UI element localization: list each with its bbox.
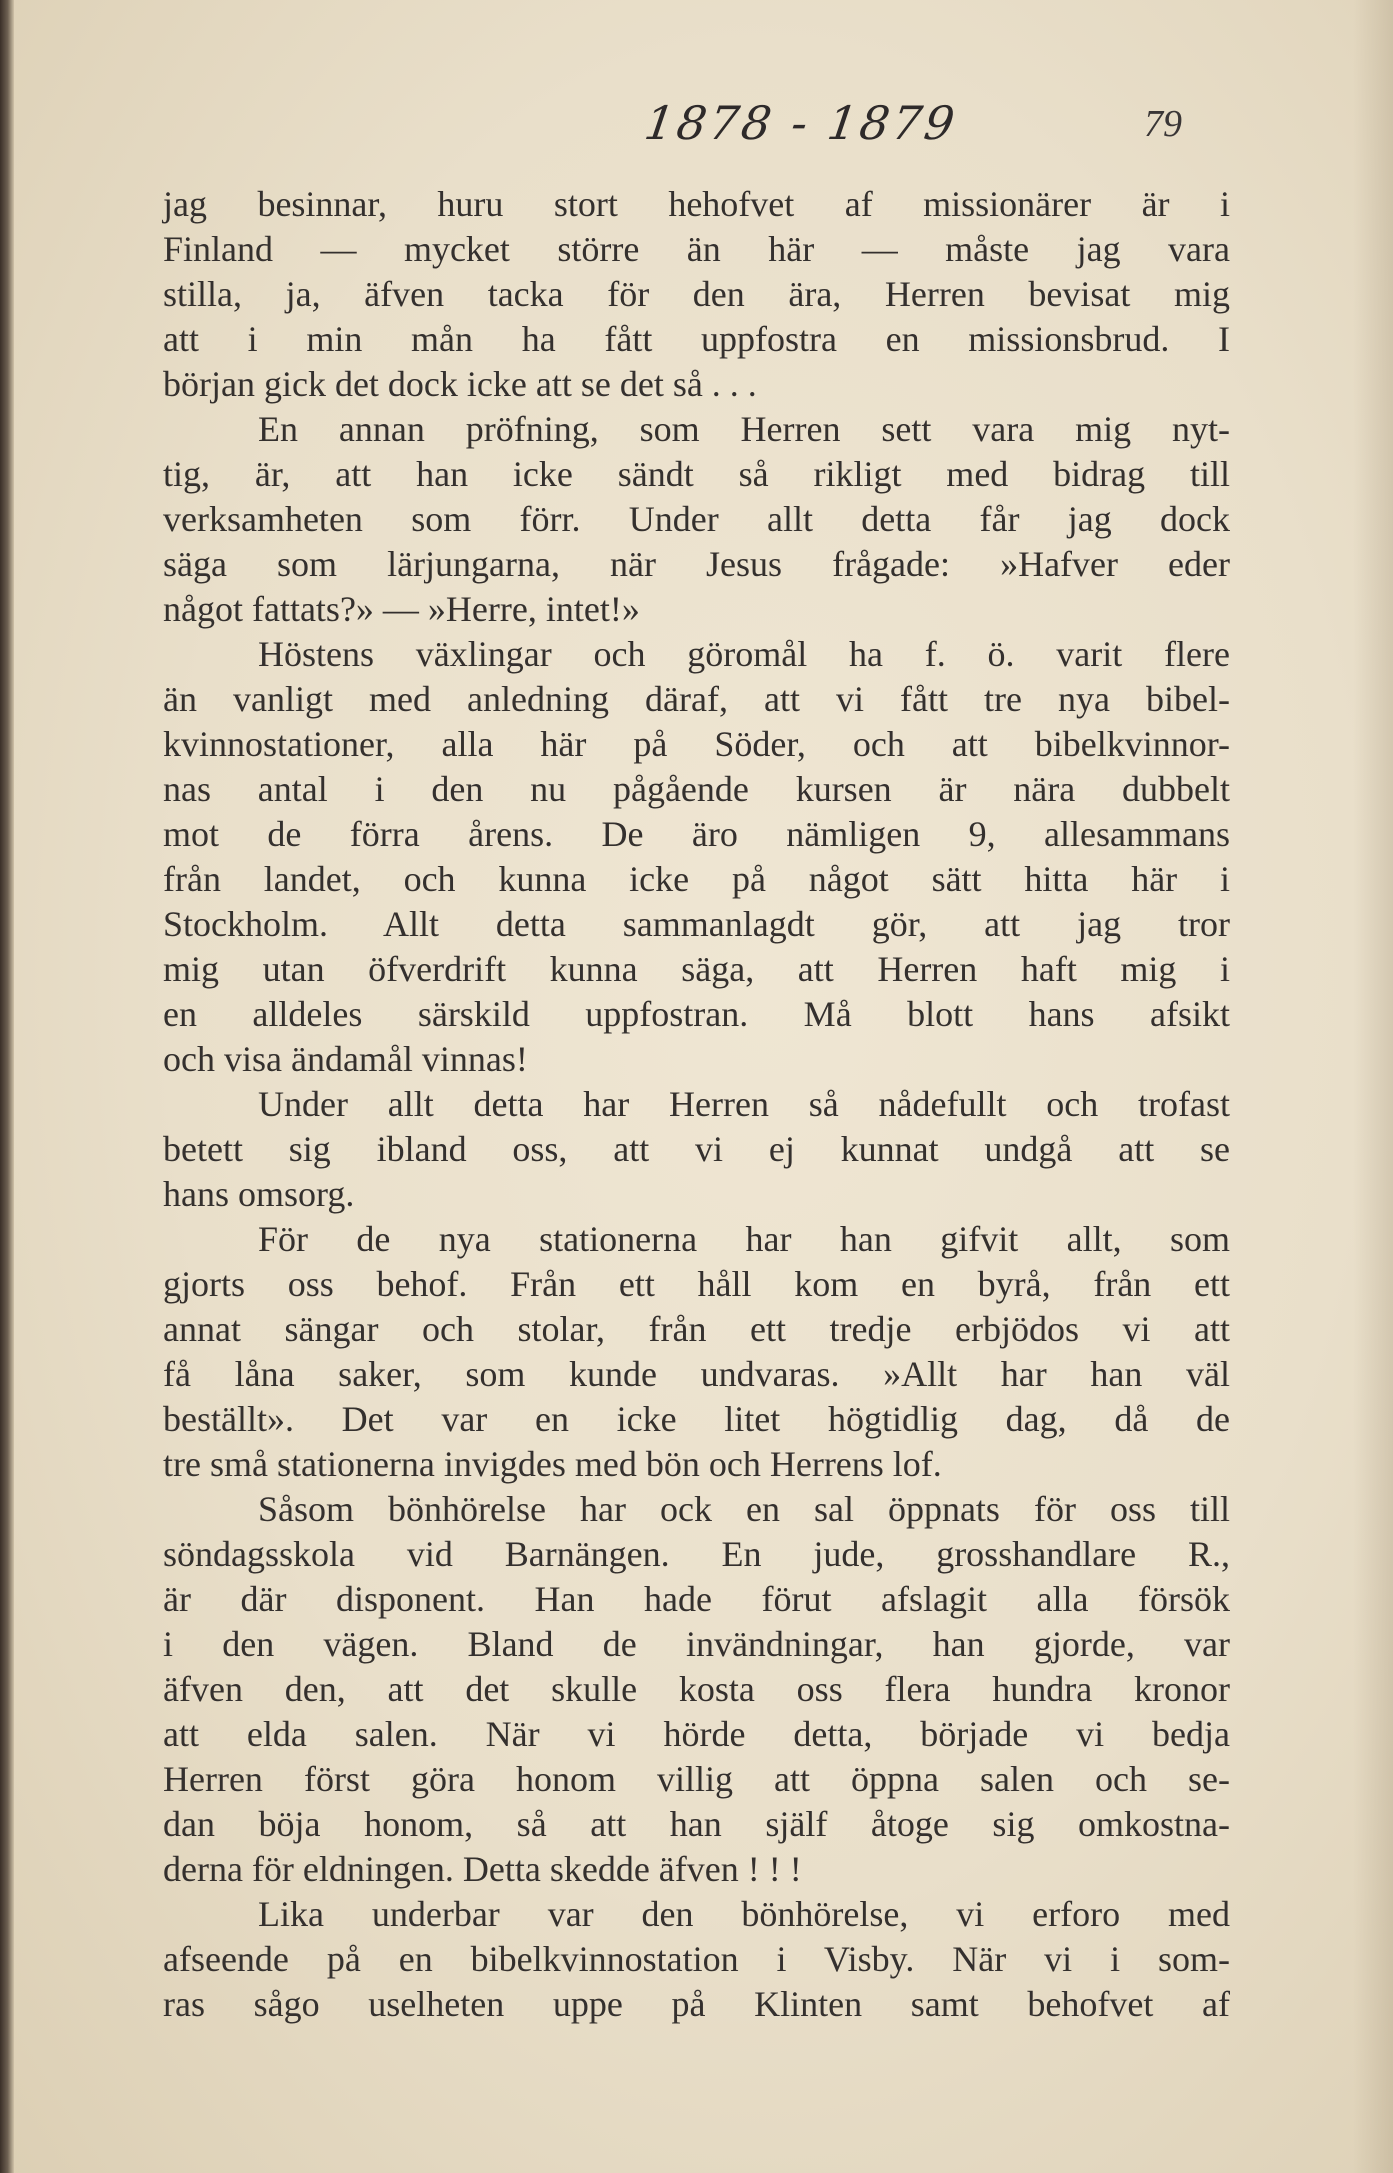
text-line: kvinnostationer, alla här på Söder, och att bibelkvinnor- [163,724,1230,764]
text-line: något fattats?» — »Herre, intet!» [163,589,640,629]
text-line: äfven den, att det skulle kosta oss flera hundra kronor [163,1669,1230,1709]
text-line: en alldeles särskild uppfostran. Må blott hans afsikt [163,994,1230,1034]
paragraph-start-line: Lika underbar var den bönhörelse, vi erforo med [258,1894,1230,1934]
text-line: mig utan öfverdrift kunna säga, att Herren haft mig i [163,949,1230,989]
page-edge-shadow [1353,0,1393,2173]
page-header [163,96,1230,166]
text-line: betett sig ibland oss, att vi ej kunnat undgå att se [163,1129,1230,1169]
paragraph-start-line: Under allt detta har Herren så nådefullt och trofast [258,1084,1230,1124]
text-line: i den vägen. Bland de invändningar, han gjorde, var [163,1624,1230,1664]
text-line: mot de förra årens. De äro nämligen 9, allesammans [163,814,1230,854]
paragraph-start-line: För de nya stationerna har han gifvit allt, som [258,1219,1230,1259]
text-line: derna för eldningen. Detta skedde äfven ! ! ! [163,1849,802,1889]
text-line: och visa ändamål vinnas! [163,1039,528,1079]
text-line: från landet, och kunna icke på något sätt hitta här i [163,859,1230,899]
text-line: stilla, ja, äfven tacka för den ära, Herren bevisat mig [163,274,1230,314]
text-line: början gick det dock icke att se det så . . . [163,364,757,404]
text-line: att i min mån ha fått uppfostra en missionsbrud. I [163,319,1230,359]
text-line: tig, är, att han icke sändt så rikligt med bidrag till [163,454,1230,494]
paragraph-start-line: Höstens växlingar och göromål ha f. ö. varit flere [258,634,1230,674]
text-line: gjorts oss behof. Från ett håll kom en byrå, från ett [163,1264,1230,1304]
text-line: att elda salen. När vi hörde detta, började vi bedja [163,1714,1230,1754]
text-line: jag besinnar, huru stort hehofvet af missionärer är i [163,184,1230,224]
text-line: är där disponent. Han hade förut afslagit alla försök [163,1579,1230,1619]
text-line: ras sågo uselheten uppe på Klinten samt behofvet af [163,1984,1230,2024]
book-binding-edge [0,0,14,2173]
text-line: än vanligt med anledning däraf, att vi fått tre nya bibel- [163,679,1230,719]
text-line: afseende på en bibelkvinnostation i Visby. När vi i som- [163,1939,1230,1979]
paragraph-start-line: En annan pröfning, som Herren sett vara mig nyt- [258,409,1230,449]
text-line: hans omsorg. [163,1174,355,1214]
text-line: beställt». Det var en icke litet högtidlig dag, då de [163,1399,1230,1439]
text-line: Stockholm. Allt detta sammanlagdt gör, att jag tror [163,904,1230,944]
page-number: 79 [1144,103,1182,145]
text-line: tre små stationerna invigdes med bön och Herrens lof. [163,1444,942,1484]
handwritten-year-annotation: 1878 - 1879 [641,96,961,150]
text-line: verksamheten som förr. Under allt detta får jag dock [163,499,1230,539]
text-line: söndagsskola vid Barnängen. En jude, grosshandlare R., [163,1534,1230,1574]
text-line: säga som lärjungarna, när Jesus frågade: »Hafver eder [163,544,1230,584]
text-line: annat sängar och stolar, från ett tredje erbjödos vi att [163,1309,1230,1349]
text-line: Finland — mycket större än här — måste jag vara [163,229,1230,269]
text-line: dan böja honom, så att han själf åtoge sig omkostna- [163,1804,1230,1844]
body-text [163,182,1230,2027]
text-line: nas antal i den nu pågående kursen är nära dubbelt [163,769,1230,809]
text-line: Herren först göra honom villig att öppna salen och se- [163,1759,1230,1799]
paragraph-start-line: Såsom bönhörelse har ock en sal öppnats för oss till [258,1489,1230,1529]
text-line: få låna saker, som kunde undvaras. »Allt har han väl [163,1354,1230,1394]
